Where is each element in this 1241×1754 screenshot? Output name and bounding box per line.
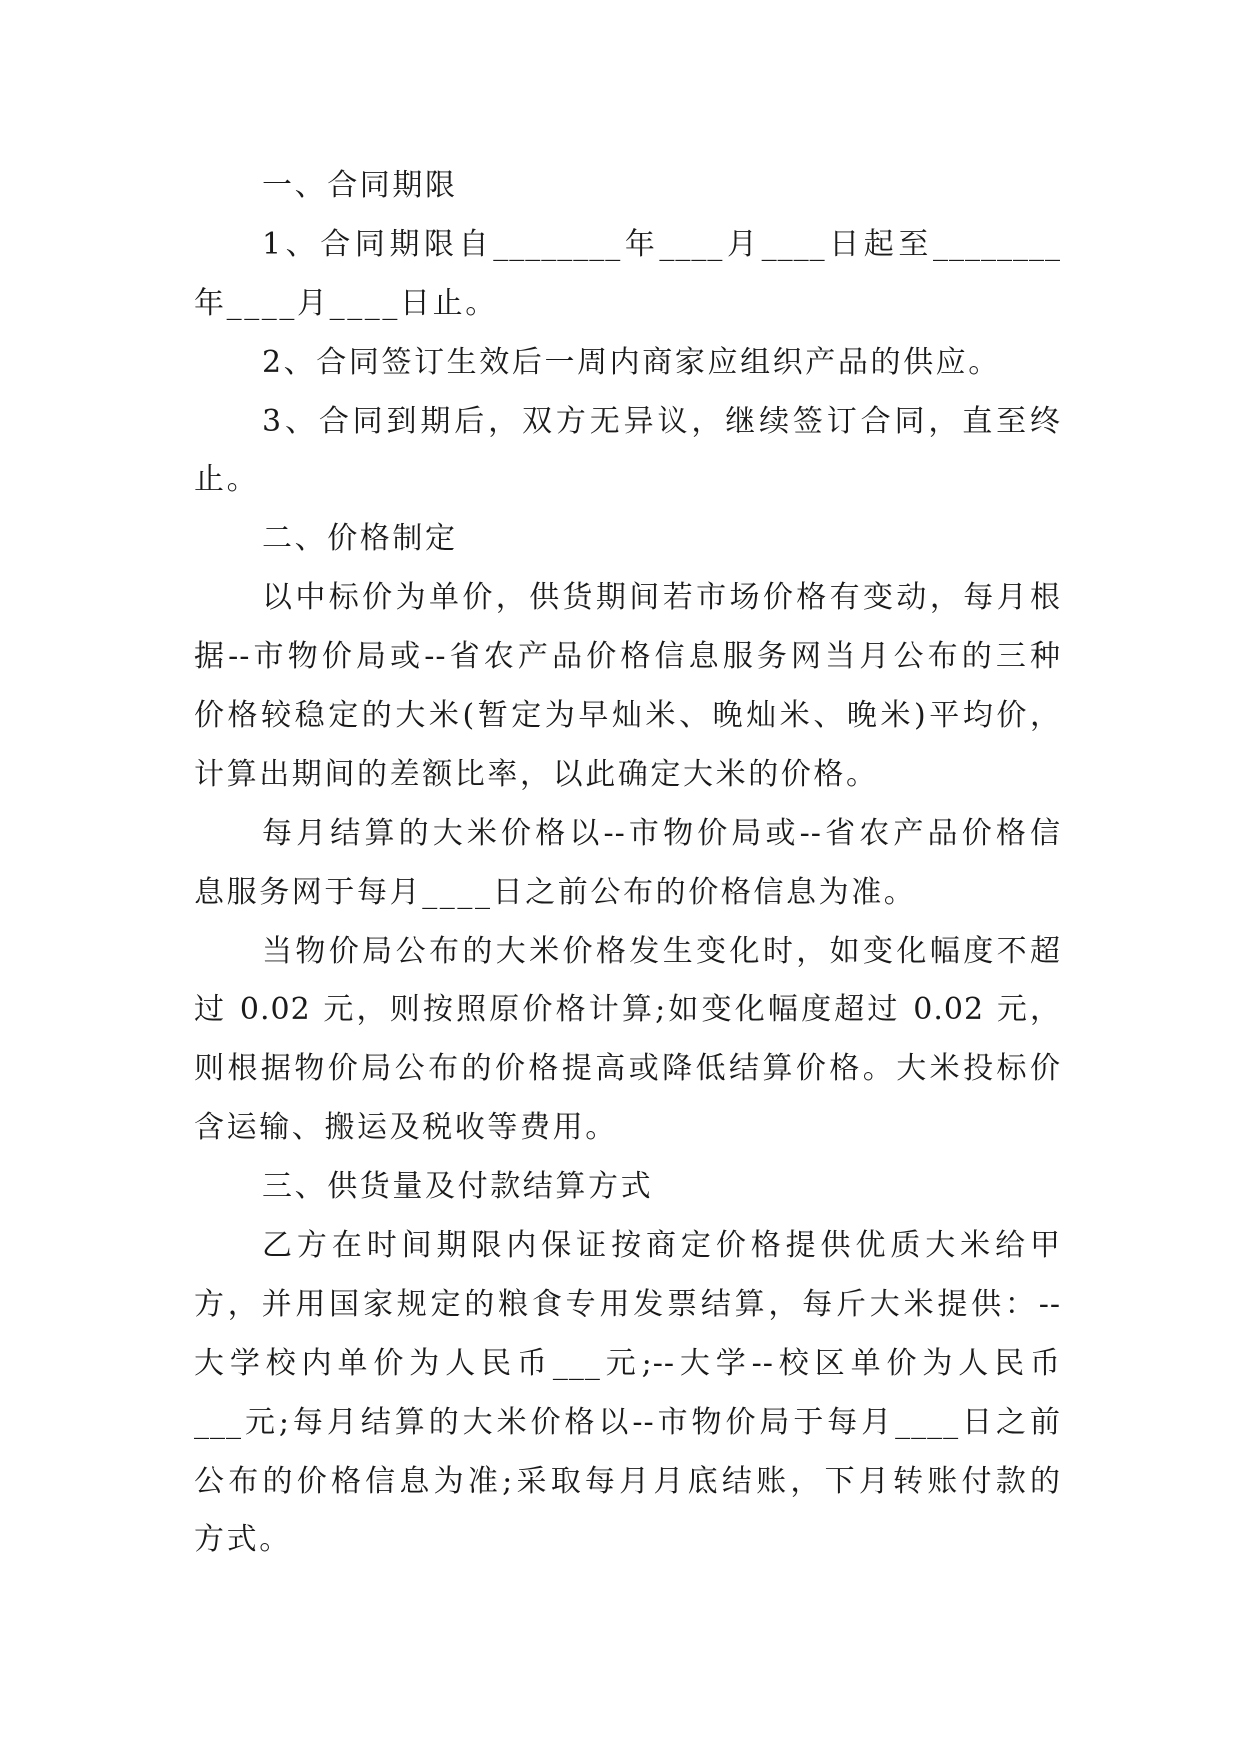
paragraph-line: 方，并用国家规定的粮食专用发票结算，每斤大米提供：-- — [194, 1286, 1061, 1322]
paragraph-line: ___元;每月结算的大米价格以--市物价局于每月____日之前 — [194, 1404, 1061, 1440]
paragraph — [194, 805, 1061, 923]
paragraph — [194, 569, 1061, 805]
paragraph-line: 当物价局公布的大米价格发生变化时，如变化幅度不超 — [262, 933, 1061, 969]
paragraph — [194, 1217, 1061, 1570]
section-supply-and-payment — [194, 1158, 1061, 1570]
paragraph-line: 方式。 — [194, 1522, 292, 1558]
paragraph-line: 以中标价为单价，供货期间若市场价格有变动，每月根 — [262, 580, 1061, 616]
section-contract-term — [194, 157, 1061, 510]
paragraph-line: 含运输、搬运及税收等费用。 — [194, 1110, 618, 1146]
paragraph — [194, 216, 1061, 334]
paragraph-line: 据--市物价局或--省农产品价格信息服务网当月公布的三种 — [194, 639, 1061, 675]
paragraph-line: 过 0.02 元，则按照原价格计算;如变化幅度超过 0.02 元， — [194, 992, 1061, 1028]
paragraph-line: 大学校内单价为人民币___元;--大学--校区单价为人民币 — [194, 1345, 1061, 1381]
section-heading: 一、合同期限 — [262, 168, 458, 203]
paragraph-line: 价格较稳定的大米(暂定为早灿米、晚灿米、晚米)平均价， — [194, 698, 1061, 734]
section-heading: 二、价格制定 — [262, 521, 458, 557]
paragraph-line: 息服务网于每月____日之前公布的价格信息为准。 — [194, 874, 917, 910]
paragraph-line: 计算出期间的差额比率，以此确定大米的价格。 — [194, 756, 879, 792]
section-heading: 三、供货量及付款结算方式 — [262, 1169, 654, 1205]
paragraph — [194, 393, 1061, 511]
paragraph-line: 乙方在时间期限内保证按商定价格提供优质大米给甲 — [262, 1228, 1061, 1264]
paragraph — [194, 334, 1061, 393]
paragraph-line: 每月结算的大米价格以--市物价局或--省农产品价格信 — [262, 815, 1061, 851]
paragraph-line: 2、合同签订生效后一周内商家应组织产品的供应。 — [262, 344, 1001, 380]
paragraph-line: 止。 — [194, 462, 260, 498]
paragraph-line: 1、合同期限自________年____月____日起至________ — [262, 226, 1061, 262]
paragraph-line: 3、合同到期后，双方无异议，继续签订合同，直至终 — [262, 403, 1061, 439]
paragraph-line: 则根据物价局公布的价格提高或降低结算价格。大米投标价 — [194, 1051, 1061, 1087]
paragraph — [194, 923, 1061, 1159]
document-body — [194, 157, 1061, 1570]
paragraph-line: 年____月____日止。 — [194, 285, 498, 321]
section-pricing — [194, 510, 1061, 1158]
paragraph-line: 公布的价格信息为准;采取每月月底结账，下月转账付款的 — [194, 1463, 1061, 1499]
